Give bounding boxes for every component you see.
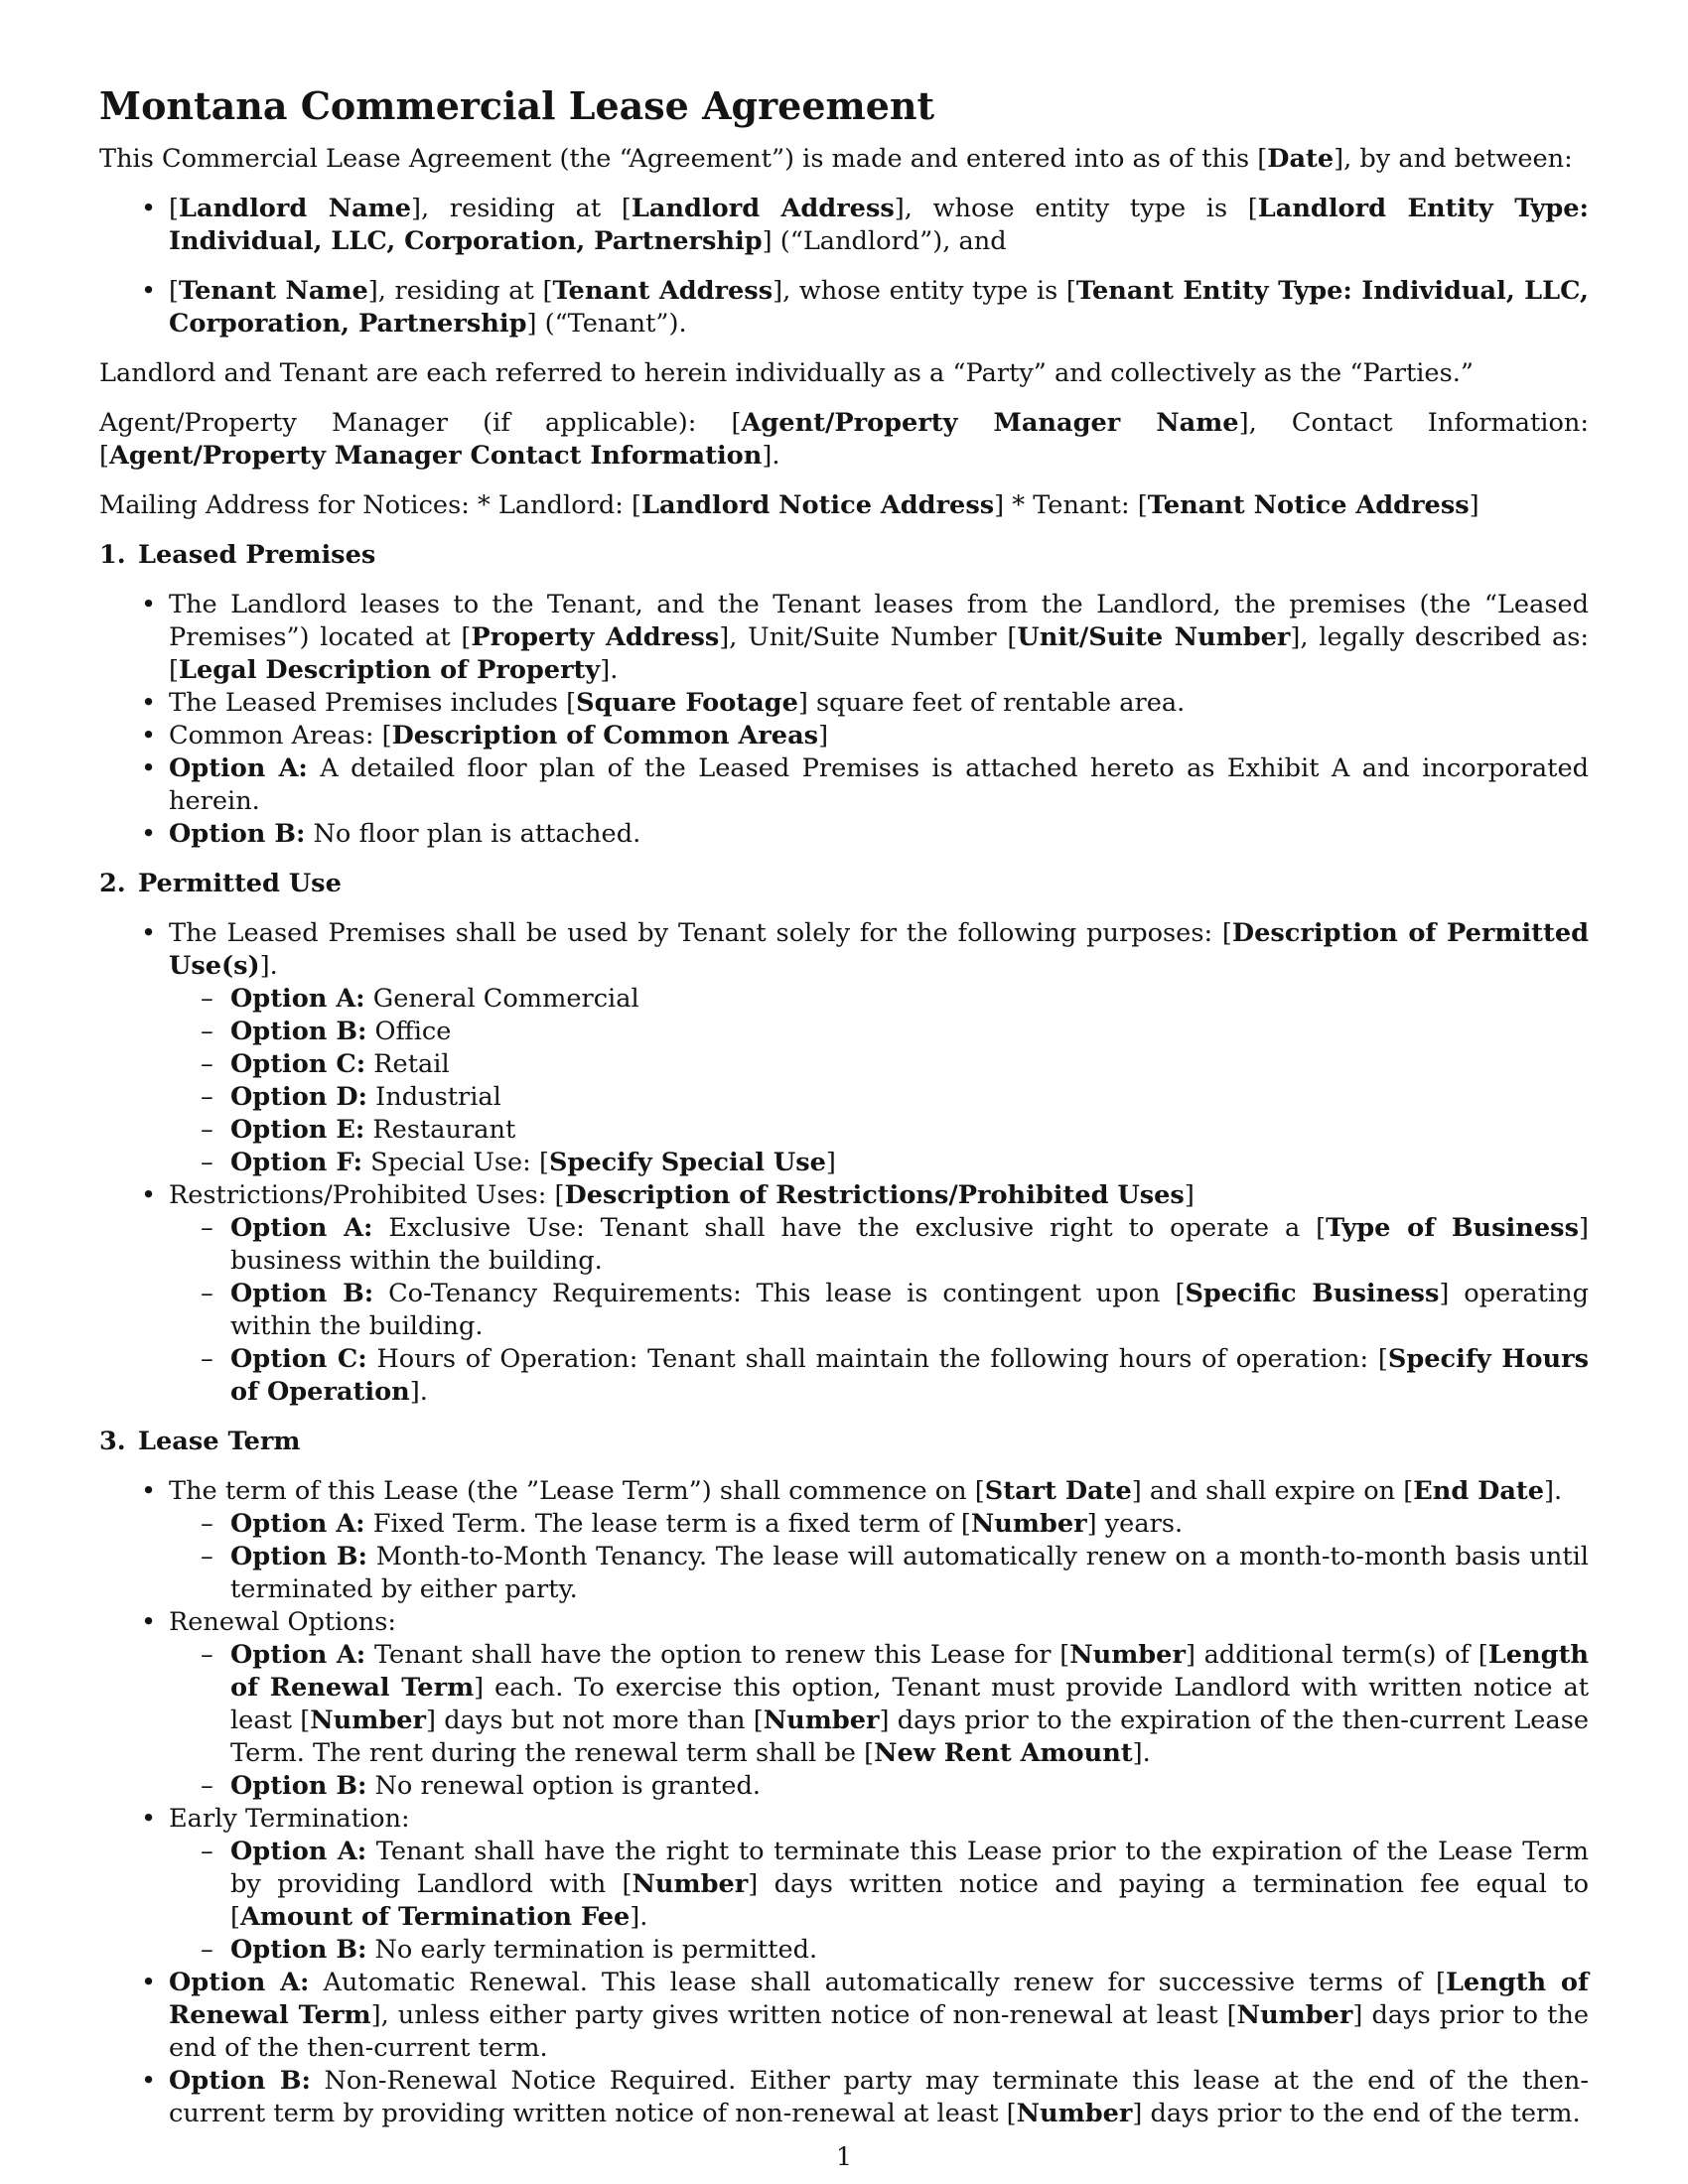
item-text: Early Termination: xyxy=(169,1804,410,1834)
landlord-address-field: Landlord Address xyxy=(631,194,895,223)
option-label: Option C: xyxy=(230,1344,367,1374)
item-text: ] xyxy=(825,1148,836,1177)
item-text: Tenant shall have the option to renew this Lease for [ xyxy=(365,1640,1070,1670)
item-text: ] days written notice and paying a termination fee equal to [ xyxy=(230,1869,1589,1932)
option-label: Option B: xyxy=(169,2066,311,2096)
agent-text: Agent/Property Manager (if applicable): [ xyxy=(99,408,742,438)
term-options xyxy=(169,1508,1589,1606)
item-text: Tenant shall have the right to terminate this Lease prior to the expiration of the Lease Term by providing Landlord with [ xyxy=(230,1837,1590,1899)
number-field: Number xyxy=(632,1869,749,1899)
list-item xyxy=(99,2065,1589,2130)
termination-fee-field: Amount of Termination Fee xyxy=(240,1902,631,1932)
notices-text: ] * Tenant: [ xyxy=(994,490,1148,520)
permitted-use-field: Description of Permitted Use(s) xyxy=(169,918,1590,981)
option-label: Option A: xyxy=(230,1837,367,1866)
list-item xyxy=(99,720,1589,752)
list-item xyxy=(99,752,1589,818)
number-field: Number xyxy=(1016,2099,1133,2128)
item-text: ]. xyxy=(1544,1476,1563,1506)
item-text: Special Use: [ xyxy=(362,1148,549,1177)
number-field: Number xyxy=(763,1706,880,1735)
section-heading-lease-term xyxy=(99,1426,1589,1458)
item-text: ] each. To exercise this option, Tenant must provide Landlord with written notice at least [ xyxy=(230,1673,1589,1735)
item-text: Restaurant xyxy=(364,1115,516,1145)
item-text: ] years. xyxy=(1086,1509,1184,1539)
leased-premises-list xyxy=(99,589,1589,851)
square-footage-field: Square Footage xyxy=(576,688,798,718)
section-number: 3. xyxy=(99,1427,126,1456)
item-text: ] days prior to the end of the term. xyxy=(1132,2099,1581,2128)
option-label: Option B: xyxy=(230,1935,367,1965)
option-label: Option F: xyxy=(230,1148,363,1177)
item-text: General Commercial xyxy=(364,984,639,1014)
item-text: ]. xyxy=(409,1377,428,1407)
common-areas-field: Description of Common Areas xyxy=(391,721,819,751)
restrictions-field: Description of Restrictions/Prohibited Uses xyxy=(564,1180,1185,1210)
list-item xyxy=(169,1016,1589,1048)
item-text: Retail xyxy=(365,1049,450,1079)
item-text: ] square feet of rentable area. xyxy=(797,688,1186,718)
option-label: Option C: xyxy=(230,1049,366,1079)
item-text: Automatic Renewal. This lease shall automatically renew for successive terms of [ xyxy=(309,1968,1446,1997)
termination-options xyxy=(169,1836,1589,1967)
list-item xyxy=(169,983,1589,1016)
list-item xyxy=(99,1967,1589,2065)
unit-number-field: Unit/Suite Number xyxy=(1017,622,1291,652)
option-label: Option B: xyxy=(230,1279,374,1308)
lease-term-list xyxy=(99,1475,1589,2130)
item-text: No floor plan is attached. xyxy=(305,819,641,849)
legal-description-field: Legal Description of Property xyxy=(179,655,601,685)
option-label: Option D: xyxy=(230,1082,367,1112)
tenant-address-field: Tenant Address xyxy=(552,276,774,306)
tenant-entity-field: Tenant Entity Type: Individual, LLC, Corporation, Partnership xyxy=(169,276,1589,339)
list-item xyxy=(99,1803,1589,1967)
item-text: Fixed Term. The lease term is a fixed term of [ xyxy=(364,1509,971,1539)
item-text: ] xyxy=(1184,1180,1195,1210)
item-text: ] days prior to the end of the then-current term. xyxy=(169,2000,1589,2063)
list-item xyxy=(169,1212,1589,1278)
permitted-use-list xyxy=(99,917,1589,1409)
parties-list xyxy=(99,193,1589,341)
intro-text-end: ], by and between: xyxy=(1334,144,1573,174)
section-title: Lease Term xyxy=(138,1427,301,1456)
option-label: Option A: xyxy=(230,1640,366,1670)
option-label: Option A: xyxy=(169,753,308,783)
item-text: Office xyxy=(366,1017,452,1046)
item-text: The Landlord leases to the Tenant, and the Tenant leases from the Landlord, the premises (the “Leased Premises”) located at [ xyxy=(169,590,1589,652)
list-item xyxy=(99,818,1589,851)
section-heading-permitted-use xyxy=(99,868,1589,900)
list-item xyxy=(99,1475,1589,1606)
party-text: ] (“Landlord”), and xyxy=(762,226,1007,256)
option-label: Option B: xyxy=(230,1017,367,1046)
landlord-notice-field: Landlord Notice Address xyxy=(640,490,995,520)
business-type-field: Type of Business xyxy=(1326,1213,1579,1243)
section-title: Leased Premises xyxy=(138,540,376,570)
agent-text: ], Contact Information: [ xyxy=(99,408,1589,471)
number-field: Number xyxy=(1069,1640,1186,1670)
notices-text: Mailing Address for Notices: * Landlord: [ xyxy=(99,490,641,520)
list-item xyxy=(169,1114,1589,1147)
list-item xyxy=(99,1179,1589,1409)
item-text: ] days but not more than [ xyxy=(426,1706,764,1735)
item-text: Restrictions/Prohibited Uses: [ xyxy=(169,1180,565,1210)
agent-text: ]. xyxy=(762,441,780,471)
item-text: Co-Tenancy Requirements: This lease is contingent upon [ xyxy=(373,1279,1186,1308)
party-text: ], residing at [ xyxy=(411,194,632,223)
agent-paragraph xyxy=(99,407,1589,473)
party-text: ] (“Tenant”). xyxy=(526,309,687,339)
number-field: Number xyxy=(310,1706,427,1735)
intro-text: This Commercial Lease Agreement (the “Agreement”) is made and entered into as of this [ xyxy=(99,144,1268,174)
item-text: The term of this Lease (the ”Lease Term”) shall commence on [ xyxy=(169,1476,985,1506)
date-field: Date xyxy=(1267,144,1335,174)
item-text: ] operating within the building. xyxy=(230,1279,1590,1341)
document-title: Montana Commercial Lease Agreement xyxy=(99,83,935,128)
item-text: ] additional term(s) of [ xyxy=(1185,1640,1488,1670)
option-label: Option A: xyxy=(230,1213,373,1243)
list-item xyxy=(169,1278,1589,1343)
permitted-use-options xyxy=(169,983,1589,1179)
section-number: 1. xyxy=(99,540,126,570)
item-text: Month-to-Month Tenancy. The lease will automatically renew on a month-to-month basis until terminated by either party. xyxy=(230,1542,1589,1604)
special-use-field: Specify Special Use xyxy=(548,1148,826,1177)
landlord-name-field: Landlord Name xyxy=(179,194,412,223)
list-item xyxy=(169,1147,1589,1179)
list-item xyxy=(169,1770,1589,1803)
item-text: The Leased Premises shall be used by Tenant solely for the following purposes: [ xyxy=(169,918,1232,948)
party-text: ], residing at [ xyxy=(367,276,553,306)
notices-paragraph xyxy=(99,489,1589,522)
tenant-name-field: Tenant Name xyxy=(179,276,368,306)
item-text: ]. xyxy=(1132,1738,1151,1768)
list-item xyxy=(169,1508,1589,1541)
option-label: Option A: xyxy=(169,1968,310,1997)
list-item xyxy=(169,1081,1589,1114)
item-text: Non-Renewal Notice Required. Either party may terminate this lease at the end of the then-current term by providing written notice of non-renewal at least [ xyxy=(169,2066,1589,2128)
list-item xyxy=(169,1343,1589,1409)
section-number: 2. xyxy=(99,869,126,898)
agent-contact-field: Agent/Property Manager Contact Information xyxy=(109,441,763,471)
list-item xyxy=(99,917,1589,1179)
restriction-options xyxy=(169,1212,1589,1409)
list-item xyxy=(99,687,1589,720)
party-tenant: • [Tenant Name], residing at [Tenant Address], whose entity type is [Tenant Entity Type: Individual, LLC, Corporation, Partnership] (“Tenant”). xyxy=(99,275,1589,341)
renewal-length-field: Length of Renewal Term xyxy=(230,1640,1589,1703)
landlord-entity-field: Landlord Entity Type: Individual, LLC, Corporation, Partnership xyxy=(169,194,1589,256)
list-item xyxy=(99,589,1589,687)
number-field: Number xyxy=(970,1509,1087,1539)
renewal-options xyxy=(169,1639,1589,1803)
list-item xyxy=(169,1934,1589,1967)
option-label: Option B: xyxy=(230,1771,367,1801)
item-text: ], legally described as: [ xyxy=(169,622,1589,685)
renewal-length-field: Length of Renewal Term xyxy=(169,1968,1589,2030)
party-text: ], whose entity type is [ xyxy=(773,276,1076,306)
item-text: No renewal option is granted. xyxy=(366,1771,762,1801)
end-date-field: End Date xyxy=(1413,1476,1545,1506)
section-heading-leased-premises xyxy=(99,539,1589,572)
party-text: ], whose entity type is [ xyxy=(894,194,1258,223)
hours-of-operation-field: Specify Hours of Operation xyxy=(230,1344,1589,1407)
option-label: Option A: xyxy=(230,984,365,1014)
item-text: ]. xyxy=(600,655,619,685)
option-label: Option E: xyxy=(230,1115,365,1145)
item-text: ] days prior to the expiration of the then-current Lease Term. The rent during the renewal term shall be [ xyxy=(230,1706,1589,1768)
option-label: Option A: xyxy=(230,1509,365,1539)
list-item xyxy=(169,1836,1589,1934)
list-item xyxy=(169,1639,1589,1770)
item-text: Hours of Operation: Tenant shall maintain the following hours of operation: [ xyxy=(366,1344,1388,1374)
party-landlord: • [Landlord Name], residing at [Landlord Address], whose entity type is [Landlord Entity Type: Individual, LLC, Corporation, Partnership] (“Landlord”), and xyxy=(99,193,1589,258)
parties-definition: Landlord and Tenant are each referred to herein individually as a “Party” and collectively as the “Parties.” xyxy=(99,358,1474,388)
item-text: Exclusive Use: Tenant shall have the exclusive right to operate a [ xyxy=(372,1213,1327,1243)
page-number: 1 xyxy=(835,2142,853,2172)
option-label: Option B: xyxy=(169,819,306,849)
item-text: Common Areas: [ xyxy=(169,721,392,751)
intro-paragraph xyxy=(99,143,1589,176)
list-item xyxy=(169,1541,1589,1606)
property-address-field: Property Address xyxy=(471,622,720,652)
item-text: ] business within the building. xyxy=(230,1213,1589,1276)
item-text: A detailed floor plan of the Leased Premises is attached hereto as Exhibit A and incorporated herein. xyxy=(169,753,1589,816)
item-text: Renewal Options: xyxy=(169,1607,397,1637)
specific-business-field: Specific Business xyxy=(1185,1279,1440,1308)
number-field: Number xyxy=(1236,2000,1353,2030)
notices-text: ] xyxy=(1469,490,1479,520)
item-text: ] xyxy=(818,721,829,751)
tenant-notice-field: Tenant Notice Address xyxy=(1147,490,1470,520)
list-item xyxy=(99,1606,1589,1803)
item-text: ]. xyxy=(630,1902,648,1932)
item-text: No early termination is permitted. xyxy=(366,1935,818,1965)
new-rent-field: New Rent Amount xyxy=(874,1738,1133,1768)
document-page xyxy=(99,83,1589,2147)
section-title: Permitted Use xyxy=(138,869,342,898)
item-text: Industrial xyxy=(366,1082,501,1112)
agent-name-field: Agent/Property Manager Name xyxy=(741,408,1239,438)
item-text: ] and shall expire on [ xyxy=(1131,1476,1414,1506)
item-text: ], unless either party gives written notice of non-renewal at least [ xyxy=(370,2000,1237,2030)
item-text: ]. xyxy=(259,951,278,981)
item-text: The Leased Premises includes [ xyxy=(169,688,577,718)
list-item xyxy=(169,1048,1589,1081)
item-text: ], Unit/Suite Number [ xyxy=(719,622,1018,652)
option-label: Option B: xyxy=(230,1542,367,1571)
start-date-field: Start Date xyxy=(984,1476,1132,1506)
